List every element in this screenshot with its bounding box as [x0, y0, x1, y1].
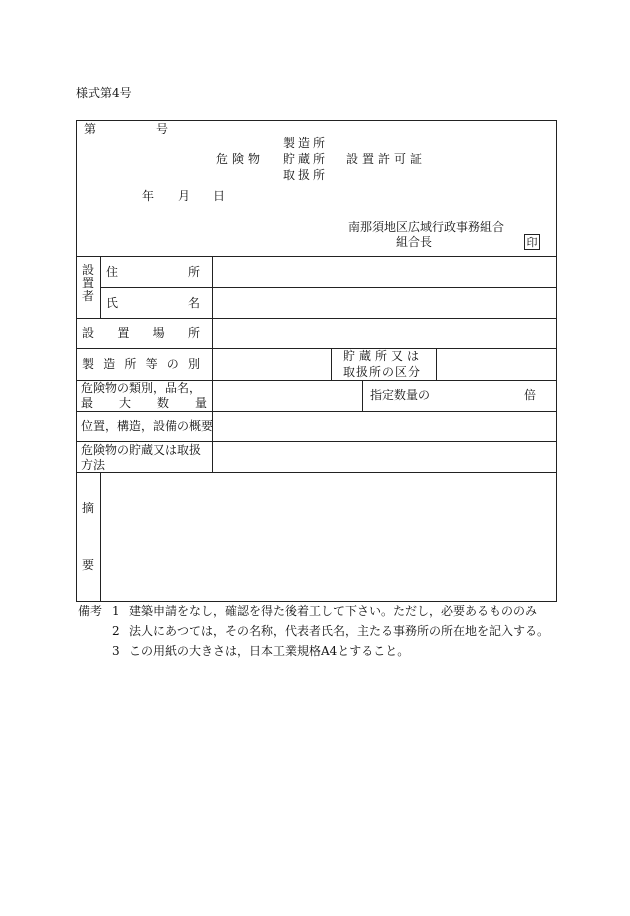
hazmat-type-label-2 [81, 397, 207, 409]
note-3-num: 3 [112, 644, 120, 658]
installer-char-2: 置 [81, 276, 94, 291]
method-label-2: 方法 [81, 458, 106, 472]
issuer-org: 南那須地区広域行政事務組合 [348, 220, 505, 234]
location-char-3: 場 [152, 326, 165, 340]
times-label: 倍 [524, 388, 537, 402]
number-suffix: 号 [156, 122, 169, 136]
note-3-text: この用紙の大きさは，日本工業規格A4とすること。 [129, 644, 410, 658]
number-prefix: 第 [84, 122, 97, 136]
ft-char-2: 造 [103, 357, 116, 371]
facility-handling: 取扱所 [283, 168, 329, 182]
ft-char-1: 製 [82, 357, 95, 371]
summary-field[interactable] [102, 474, 554, 600]
address-char-2: 所 [187, 265, 200, 279]
date-month: 月 [178, 189, 191, 203]
location-label [82, 327, 200, 339]
facility-storage: 貯蔵所 [283, 152, 329, 166]
mq-char-3: 数 [156, 396, 169, 410]
seal-stamp: 印 [524, 234, 540, 250]
method-label-1: 危険物の貯蔵又は取扱 [81, 443, 202, 457]
facility-type-label [82, 358, 200, 370]
overview-field[interactable] [214, 413, 554, 440]
location-char-2: 置 [117, 326, 130, 340]
designated-qty-label: 指定数量の [370, 388, 431, 402]
date-day: 日 [213, 189, 226, 203]
facility-manufacturing: 製造所 [283, 136, 329, 150]
address-field[interactable] [214, 258, 554, 286]
mq-char-1: 最 [81, 396, 94, 410]
storage-class-label-2: 取扱所の区分 [343, 365, 422, 379]
name-label [106, 297, 200, 309]
note-2-text: 法人にあつては，その名称，代表者氏名，主たる事務所の所在地を記入する。 [129, 624, 550, 638]
note-2-num: 2 [112, 624, 120, 638]
summary-char-1: 摘 [82, 501, 95, 515]
ft-char-4: 等 [145, 357, 158, 371]
installer-char-1: 設 [81, 263, 94, 277]
form-number: 様式第4号 [76, 86, 132, 100]
hazmat-type-label-1: 危険物の類別，品名， [81, 381, 202, 395]
location-char-4: 所 [187, 326, 200, 340]
ft-char-5: の [166, 357, 179, 371]
facility-type-field[interactable] [214, 350, 330, 379]
location-char-1: 設 [82, 326, 95, 340]
address-label [106, 266, 200, 278]
issuer-title: 組合長 [396, 235, 433, 249]
ft-char-6: 別 [187, 357, 200, 371]
summary-char-2: 要 [82, 558, 95, 572]
date-year: 年 [142, 189, 155, 203]
storage-class-label-1: 貯蔵所又は [343, 349, 424, 363]
ft-char-3: 所 [124, 357, 137, 371]
designated-qty-field[interactable] [432, 382, 520, 410]
storage-class-field[interactable] [438, 350, 554, 379]
name-char-2: 名 [187, 296, 200, 310]
permit-title: 設置許可証 [346, 152, 427, 166]
name-char-1: 氏 [106, 296, 119, 310]
hazmat-type-field[interactable] [214, 382, 361, 410]
hazmat-label: 危険物 [216, 152, 265, 166]
installer-label [80, 264, 96, 304]
method-field[interactable] [214, 443, 554, 471]
name-field[interactable] [214, 289, 554, 317]
overview-label: 位置，構造，設備の概要 [81, 419, 214, 433]
location-field[interactable] [214, 320, 554, 347]
note-1-text: 建築申請をなし，確認を得た後着工して下さい。ただし，必要あるもののみ [129, 604, 538, 618]
notes-label: 備考 [78, 604, 103, 618]
mq-char-2: 大 [118, 396, 131, 410]
address-char-1: 住 [106, 265, 119, 279]
installer-char-3: 者 [81, 289, 94, 304]
note-1-num: 1 [112, 604, 120, 618]
mq-char-4: 量 [194, 396, 207, 410]
